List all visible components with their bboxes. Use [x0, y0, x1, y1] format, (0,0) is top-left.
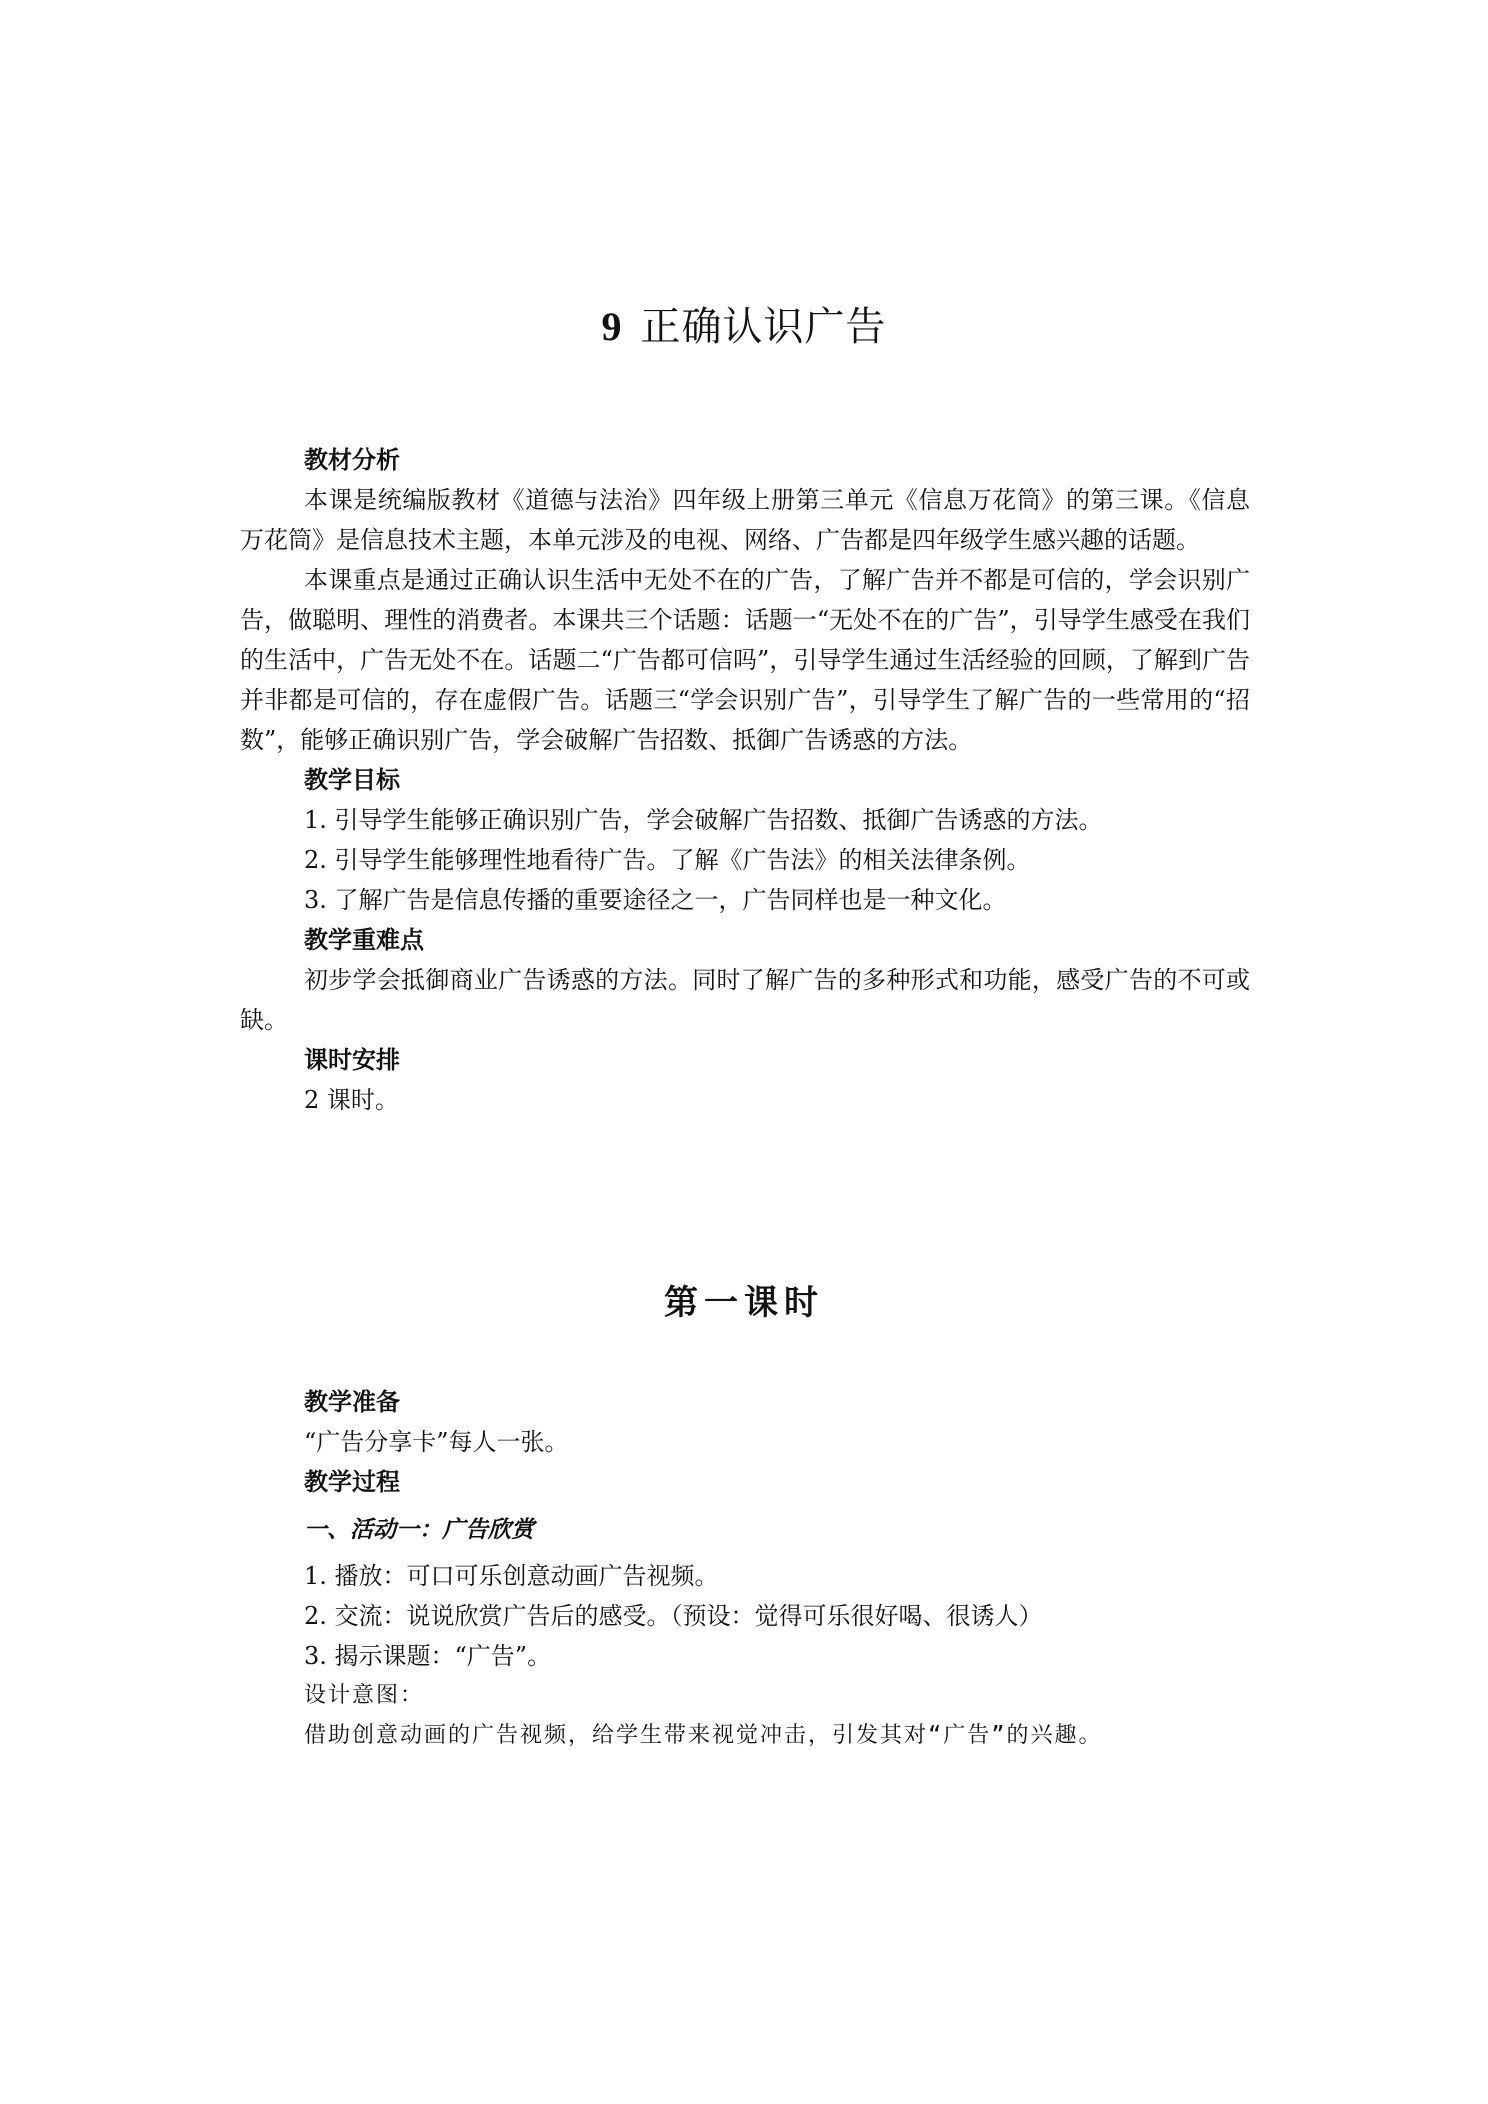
process-heading: 教学过程 [304, 1468, 400, 1496]
prep-heading: 教学准备 [304, 1388, 400, 1416]
step-item-1: 1. 播放：可口可乐创意动画广告视频。 [304, 1562, 719, 1590]
design-intent-label: 设计意图： [304, 1683, 425, 1708]
goal-item-3: 3. 了解广告是信息传播的重要途径之一，广告同样也是一种文化。 [304, 886, 1007, 914]
schedule-text: 2 课时。 [304, 1086, 399, 1114]
page-title [0, 300, 1488, 354]
goal-item-2: 2. 引导学生能够理性地看待广告。了解《广告法》的相关法律条例。 [304, 846, 1031, 874]
lesson1-title: 第一课时 [664, 1283, 824, 1323]
step-item-3: 3. 揭示课题：“广告”。 [304, 1642, 552, 1670]
design-intent-text: 借助创意动画的广告视频，给学生带来视觉冲击，引发其对“广告”的兴趣。 [304, 1723, 1103, 1748]
goal-item-1: 1. 引导学生能够正确识别广告，学会破解广告招数、抵御广告诱惑的方法。 [304, 806, 1103, 834]
keypoints-heading: 教学重难点 [304, 926, 424, 954]
lesson1-section [240, 1382, 1250, 1756]
schedule-heading: 课时安排 [304, 1046, 400, 1074]
lesson-number: 9 [601, 304, 623, 349]
step-item-2: 2. 交流：说说欣赏广告后的感受。（预设：觉得可乐很好喝、很诱人） [304, 1602, 1043, 1630]
activity-title: 一、活动一：广告欣赏 [304, 1516, 534, 1543]
keypoints-text: 初步学会抵御商业广告诱惑的方法。同时了解广告的多种形式和功能，感受广告的不可或缺。 [240, 966, 1250, 1034]
lesson-title-text: 正确认识广告 [640, 304, 887, 350]
prep-text: “广告分享卡”每人一张。 [304, 1428, 569, 1456]
goals-heading: 教学目标 [304, 766, 400, 794]
overview-section [240, 440, 1250, 1120]
analysis-heading: 教材分析 [304, 446, 400, 474]
analysis-paragraph-2: 本课重点是通过正确认识生活中无处不在的广告，了解广告并不都是可信的，学会识别广告，做聪明、理性的消费者。本课共三个话题：话题一“无处不在的广告”，引导学生感受在我们的生活中，广告无处不在。话题二“广告都可信吗”，引导学生通过生活经验的回顾，了解到广告并非都是可信的，存在虚假广告。话题三“学会识别广告”，引导学生了解广告的一些常用的“招数”，能够正确识别广告，学会破解广告招数、抵御广告诱惑的方法。 [240, 566, 1250, 754]
analysis-paragraph-1: 本课是统编版教材《道德与法治》四年级上册第三单元《信息万花筒》的第三课。《信息万花筒》是信息技术主题，本单元涉及的电视、网络、广告都是四年级学生感兴趣的话题。 [240, 486, 1250, 554]
